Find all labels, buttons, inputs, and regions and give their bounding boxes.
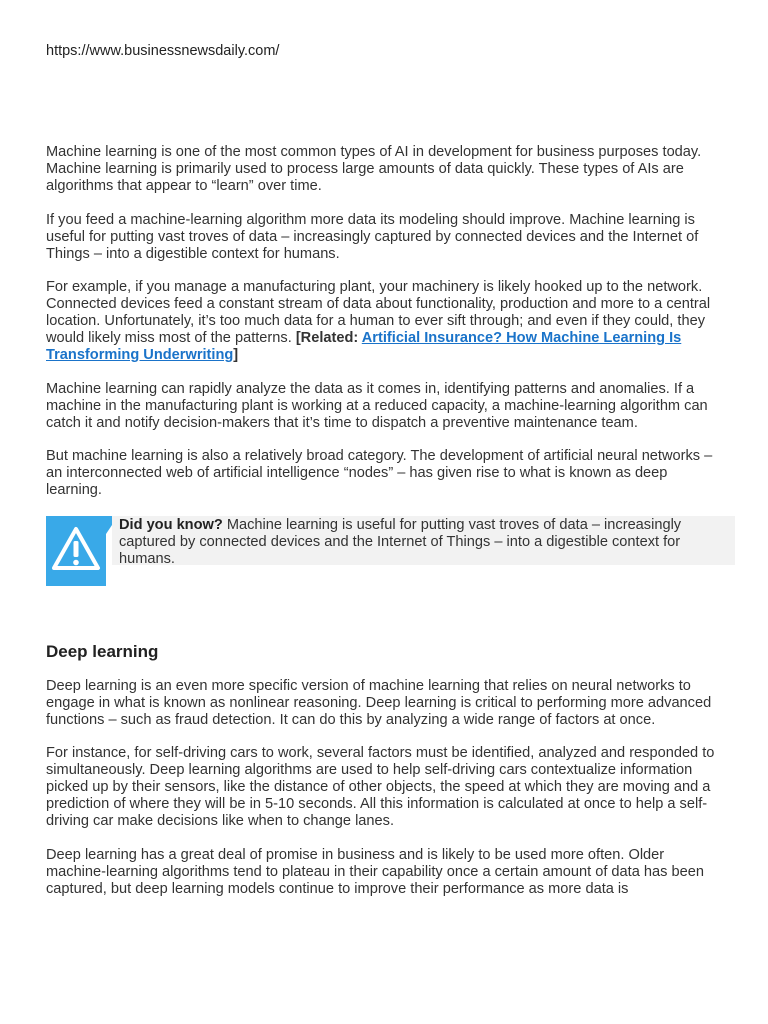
source-url: https://www.businessnewsdaily.com/ [46,43,280,59]
callout-text [112,516,735,565]
warning-icon [50,524,102,576]
related-close: ] [233,347,239,363]
related-article-link[interactable]: Artificial Insurance? How Machine Learning Is Transforming Underwriting [46,330,682,363]
paragraph-self-driving: For instance, for self-driving cars to work, several factors must be identified, analyzed and responded to simultaneously. Deep learning algorithms are used to help self-driving cars contextualize information picked up by their sensors, like the distance of other objects, the speed at which they are moving and a prediction of where they will be in 5-10 seconds. All this information is calculated at once to help a self-driving car make decisions like when to change lanes. [46,745,715,829]
paragraph-intro: Machine learning is one of the most common types of AI in development for business purposes today. Machine learning is primarily used to process large amounts of data quickly. These types of AIs are algorithms that appear to “learn” over time. [46,144,702,194]
paragraph-deep-learning-def: Deep learning is an even more specific version of machine learning that relies on neural networks to engage in what is known as nonlinear reasoning. Deep learning is critical to performing more advanced functions – such as fraud detection. It can do this by analyzing a wide range of factors at once. [46,677,712,728]
section-heading-deep-learning: Deep learning [46,641,159,661]
article-body [46,144,724,914]
callout-icon-box [46,516,106,586]
example-text: For example, if you manage a manufacturing plant, your machinery is likely hooked up to the network. Connected devices feed a constant stream of data about functionality, production and more to a central location. Unfortunately, it’s too much data for a human to ever sift through; and even if they could, they would likely miss most of the patterns. [46,279,711,346]
paragraph-deep-learning-promise: Deep learning has a great deal of promise in business and is likely to be used more often. Older machine-learning algorithms tend to plateau in their capability once a certain amount of data has been captured, but deep learning models continue to improve their performance as more data is [46,846,704,897]
related-label: [Related: [295,330,362,346]
paragraph-broad-category: But machine learning is also a relatively broad category. The development of artificial neural networks – an interconnected web of artificial intelligence “nodes” – has given rise to what is known as deep learning. [46,448,713,498]
paragraph-feed-data: If you feed a machine-learning algorithm more data its modeling should improve. Machine learning is useful for putting vast troves of data – increasingly captured by connected devices and the Internet of Things – into a digestible context for humans. [46,211,699,262]
did-you-know-callout [46,516,722,586]
callout-label: Did you know? [119,516,223,533]
callout-body: Machine learning is useful for putting vast troves of data – increasingly captured by connected devices and the Internet of Things – into a digestible context for humans. [119,516,682,567]
paragraph-analyze: Machine learning can rapidly analyze the data as it comes in, identifying patterns and anomalies. If a machine in the manufacturing plant is working at a reduced capacity, a machine-learning algorithm can catch it and notify decision-makers that it’s time to dispatch a preventive maintenance team. [46,380,708,431]
paragraph-example [46,279,724,364]
